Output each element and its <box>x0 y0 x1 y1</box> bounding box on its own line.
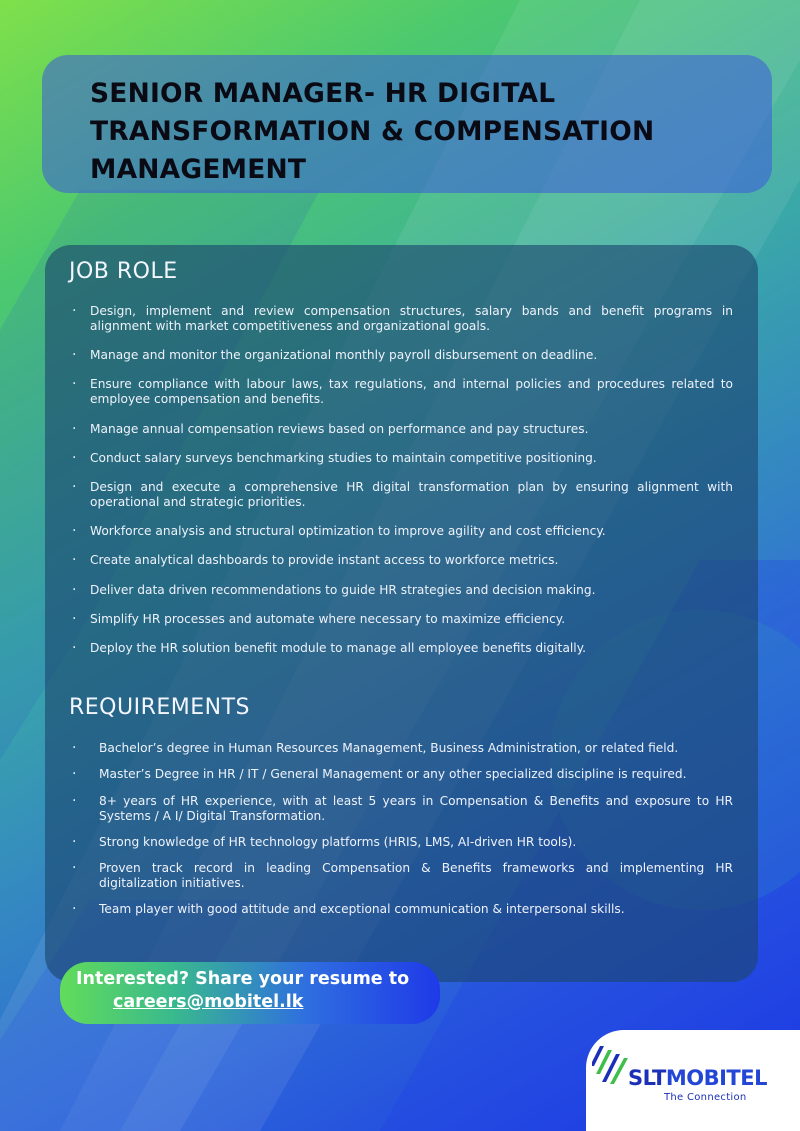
list-item: · 8+ years of HR experience, with at least 5 years in Compensation & Benefits and exposure to HR Systems / A I/ Digital Transformation. <box>99 794 733 824</box>
list-item: · Simplify HR processes and automate where necessary to maximize efficiency. <box>89 612 733 627</box>
content-panel <box>45 245 758 982</box>
apply-text: Interested? Share your resume to <box>76 969 410 989</box>
apply-banner <box>60 962 440 1024</box>
list-item: · Master’s Degree in HR / IT / General Management or any other specialized discipline is required. <box>99 767 733 782</box>
list-item: · Proven track record in leading Compensation & Benefits frameworks and implementing HR digitalization initiatives. <box>99 861 733 891</box>
list-item: · Conduct salary surveys benchmarking studies to maintain competitive positioning. <box>89 451 733 466</box>
brand-tagline: The Connection <box>664 1092 747 1103</box>
slt-mobitel-logo-icon <box>592 1042 632 1084</box>
job-role-list <box>89 304 733 670</box>
requirements-list <box>99 741 733 929</box>
email-link[interactable]: careers@mobitel.lk <box>113 992 304 1012</box>
job-title: SENIOR MANAGER- HR DIGITAL TRANSFORMATION & COMPENSATION MANAGEMENT <box>90 78 655 185</box>
list-item: · Workforce analysis and structural optimization to improve agility and cost efficiency. <box>89 524 733 539</box>
list-item: · Create analytical dashboards to provide instant access to workforce metrics. <box>89 553 733 568</box>
list-item: · Design, implement and review compensation structures, salary bands and benefit programs in alignment with market competitiveness and organizational goals. <box>89 304 733 334</box>
list-item: · Bachelor’s degree in Human Resources Management, Business Administration, or related field. <box>99 741 733 756</box>
list-item: · Strong knowledge of HR technology platforms (HRIS, LMS, AI-driven HR tools). <box>99 835 733 850</box>
job-role-heading: JOB ROLE <box>69 259 178 284</box>
brand-name: SLTMOBITEL <box>628 1066 767 1090</box>
list-item: · Deploy the HR solution benefit module to manage all employee benefits digitally. <box>89 641 733 656</box>
list-item: · Manage and monitor the organizational monthly payroll disbursement on deadline. <box>89 348 733 363</box>
list-item: · Design and execute a comprehensive HR digital transformation plan by ensuring alignment with operational and strategic priorities. <box>89 480 733 510</box>
brand-logo-card <box>586 1030 800 1131</box>
list-item: · Deliver data driven recommendations to guide HR strategies and decision making. <box>89 583 733 598</box>
requirements-heading: REQUIREMENTS <box>69 695 251 720</box>
title-banner <box>42 55 772 193</box>
list-item: · Ensure compliance with labour laws, tax regulations, and internal policies and procedures related to employee compensation and benefits. <box>89 377 733 407</box>
list-item: · Team player with good attitude and exceptional communication & interpersonal skills. <box>99 902 733 917</box>
list-item: · Manage annual compensation reviews based on performance and pay structures. <box>89 422 733 437</box>
